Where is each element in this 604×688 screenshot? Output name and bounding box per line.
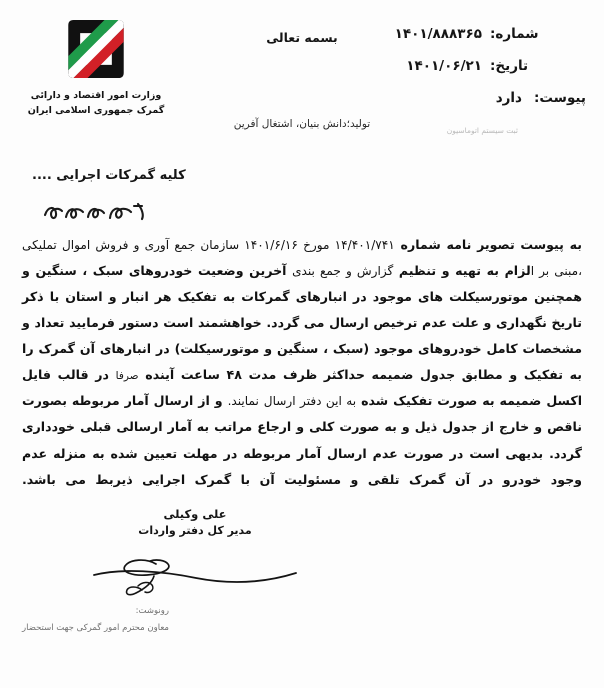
addressee-line: کلیه گمرکات اجرایی .... [32,168,186,183]
cc-item: معاون محترم امور گمرکی جهت استحضار [22,623,169,633]
letter-date-value: ۱۴۰۱/۰۶/۲۱ [406,58,482,74]
letter-number-value: ۱۴۰۱/۸۸۸۳۶۵ [394,26,482,42]
letterhead [0,0,604,152]
ministry-name: وزارت امور اقتصاد و دارائی [30,90,162,101]
letter-attachment-label: پیوست: [533,90,586,106]
carbon-copy-block [22,606,169,633]
iran-customs-emblem-icon [63,16,129,82]
letter-attachment-value: دارد [495,90,522,106]
letter-number-label: شماره: [490,26,539,42]
year-slogan: تولید؛دانش بنیان، اشتغال آفرین [233,118,371,130]
organization-name: گمرک جمهوری اسلامی ایران [27,104,165,116]
signatory-name: علی وکیلی [163,507,227,521]
handwritten-annotation-icon [38,198,158,226]
letter-date-row [356,58,586,74]
organization-brand [16,16,176,118]
handwritten-signature-icon [92,542,298,600]
basmala-text: بسمه تعالی [266,30,338,45]
letter-attachment-row [356,90,586,106]
letter-date-label: تاریخ: [490,58,529,74]
cc-label: رونوشت: [135,606,169,616]
letter-body: به پیوست تصویر نامه شماره ۱۴/۴۰۱/۷۴۱ مورخ ۱۴۰۱/۶/۱۶ سازمان جمع آوری و فروش اموال تملیکی ،مبنی بر الزام به تهیه و تنظیم گزارش و جمع بندی آخرین وضعیت خودروهای سبک ، سنگین و همچنین موتورسیکلت های موجود در انبارهای گمرکات به تفکیک هر انبار و استان با ذکر تاریخ نگهداری و علت عدم ترخیص ارسال می گردد. خواهشمند است دستور فرمایید تعداد و مشخصات کامل خودروهای موجود (سبک ، سنگین و موتورسیکلت) در انبارهای آن گمرک را به تفکیک و مطابق جدول ضمیمه حداکثر ظرف مدت ۴۸ ساعت آینده صرفا در قالب فایل اکسل ضمیمه به صورت تفکیک شده به این دفتر ارسال نمایند. و از ارسال آمار مربوطه بصورت ناقص و خارج از جدول ذیل و به صورت کلی و ارجاع مراتب به آمار ارسالی قبلی خودداری گردد. بدیهی است در صورت عدم ارسال آمار مربوطه در مهلت تعیین شده به منزله عدم وجود خودرو در آن گمرک تلقی و مسئولیت آن با گمرک اجرایی ذیربط می باشد. [22,237,583,487]
signature-block [92,506,298,604]
automation-registration-stamp: ثبت سیستم اتوماسیون [446,126,518,135]
signatory-title: مدیر کل دفتر واردات [138,524,252,538]
